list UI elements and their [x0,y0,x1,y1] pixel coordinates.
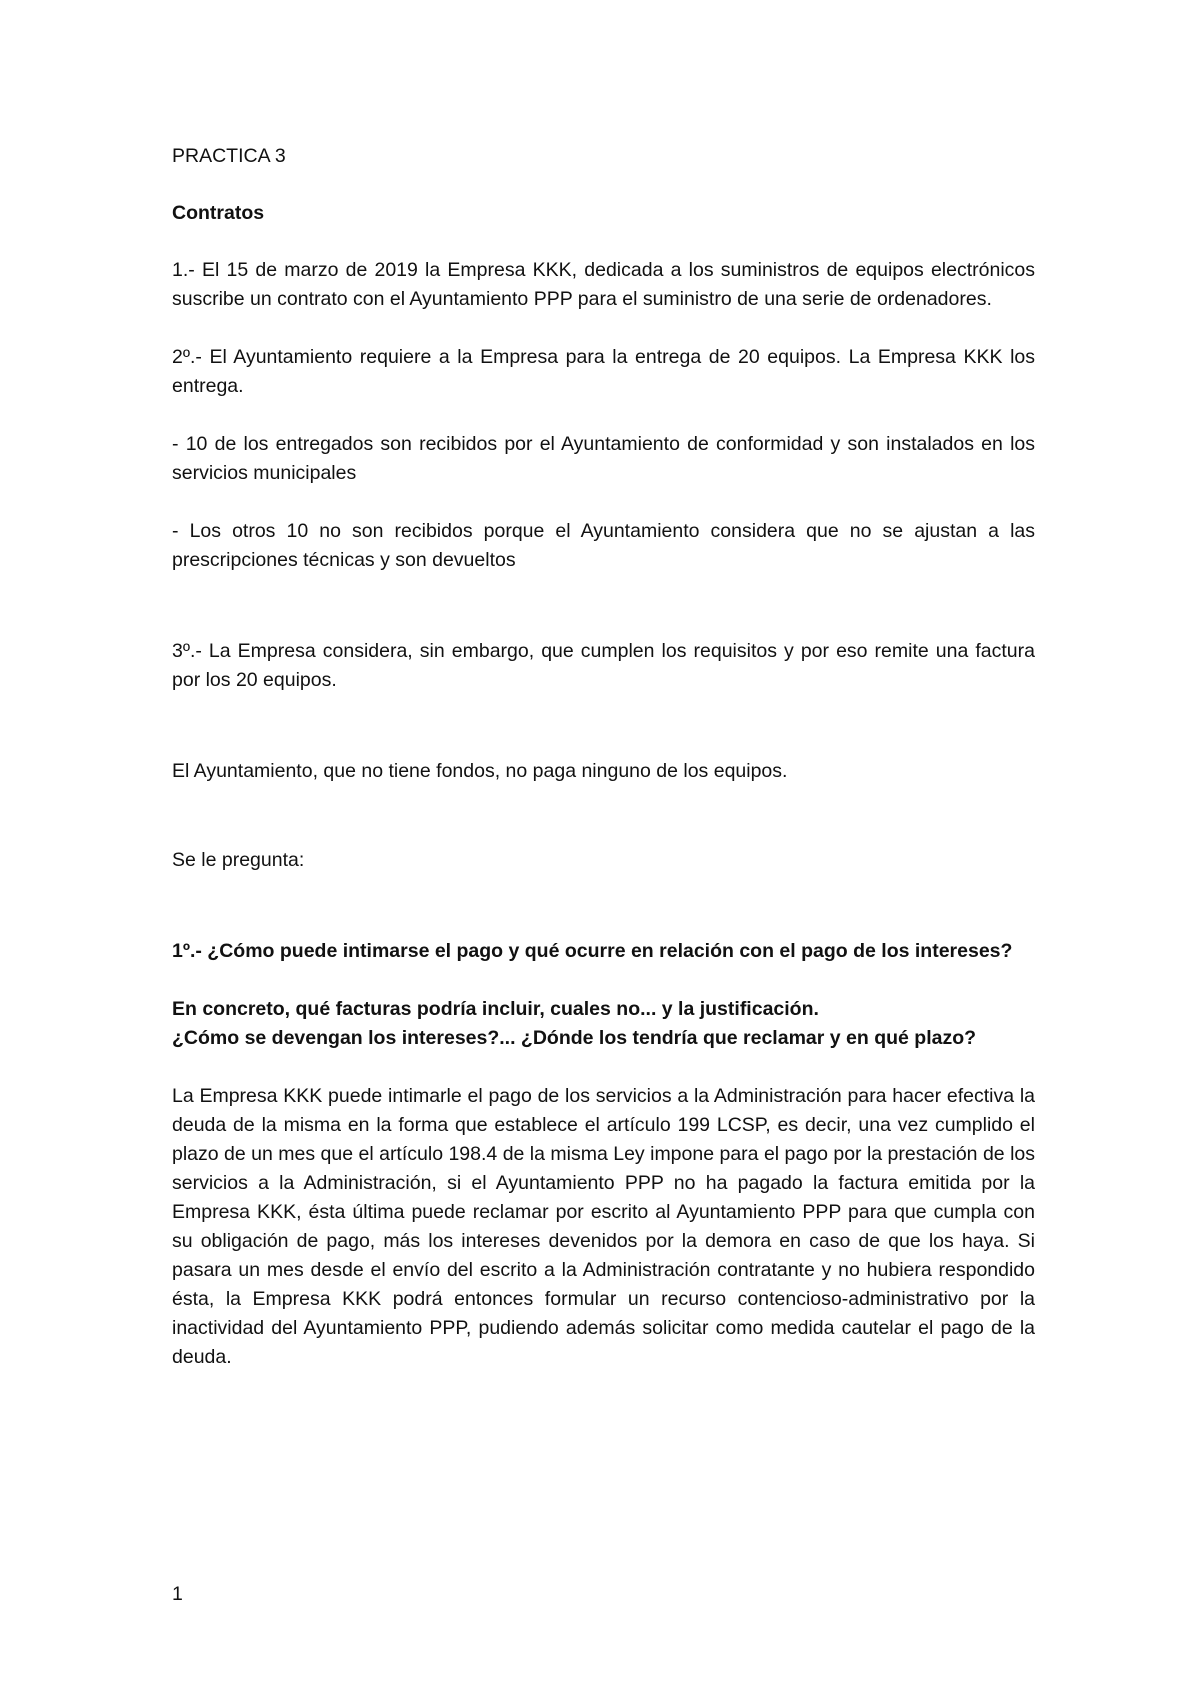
document-title: PRACTICA 3 [172,145,286,167]
paragraph-4: - Los otros 10 no son recibidos porque el Ayuntamiento considera que no se ajustan a las prescripciones técnicas y son devueltos [172,520,1035,571]
question-intro: Se le pregunta: [172,849,305,871]
question-1-detail-b: ¿Cómo se devengan los intereses?... ¿Dónde los tendría que reclamar y en qué plazo? [172,1027,977,1049]
paragraph-6: El Ayuntamiento, que no tiene fondos, no paga ninguno de los equipos. [172,760,788,782]
question-1: 1º.- ¿Cómo puede intimarse el pago y qué ocurre en relación con el pago de los intereses? [172,940,1013,962]
section-heading: Contratos [172,202,265,224]
question-1-detail-a: En concreto, qué facturas podría incluir, cuales no... y la justificación. [172,998,819,1020]
paragraph-3: - 10 de los entregados son recibidos por el Ayuntamiento de conformidad y son instalados en los servicios municipales [172,433,1035,484]
page-number: 1 [172,1583,183,1605]
document-body [172,142,1035,1401]
answer-paragraph: La Empresa KKK puede intimarle el pago de los servicios a la Administración para hacer efectiva la deuda de la misma en la forma que establece el artículo 199 LCSP, es decir, una vez cumplido el plazo de un mes que el artículo 198.4 de la misma Ley impone para el pago por la prestación de los servicios a la Administración, si el Ayuntamiento PPP no ha pagado la factura emitida por la Empresa KKK, ésta última puede reclamar por escrito al Ayuntamiento PPP para que cumpla con su obligación de pago, más los intereses devenidos por la demora en caso de que los haya. Si pasara un mes desde el envío del escrito a la Administración contratante y no hubiera respondido ésta, la Empresa KKK podrá entonces formular un recurso contencioso-administrativo por la inactividad del Ayuntamiento PPP, pudiendo además solicitar como medida cautelar el pago de la deuda. [172,1085,1035,1368]
paragraph-1: 1.- El 15 de marzo de 2019 la Empresa KKK, dedicada a los suministros de equipos electrónicos suscribe un contrato con el Ayuntamiento PPP para el suministro de una serie de ordenadores. [172,259,1035,310]
paragraph-2: 2º.- El Ayuntamiento requiere a la Empresa para la entrega de 20 equipos. La Empresa KKK los entrega. [172,346,1035,397]
paragraph-5: 3º.- La Empresa considera, sin embargo, que cumplen los requisitos y por eso remite una factura por los 20 equipos. [172,640,1035,691]
